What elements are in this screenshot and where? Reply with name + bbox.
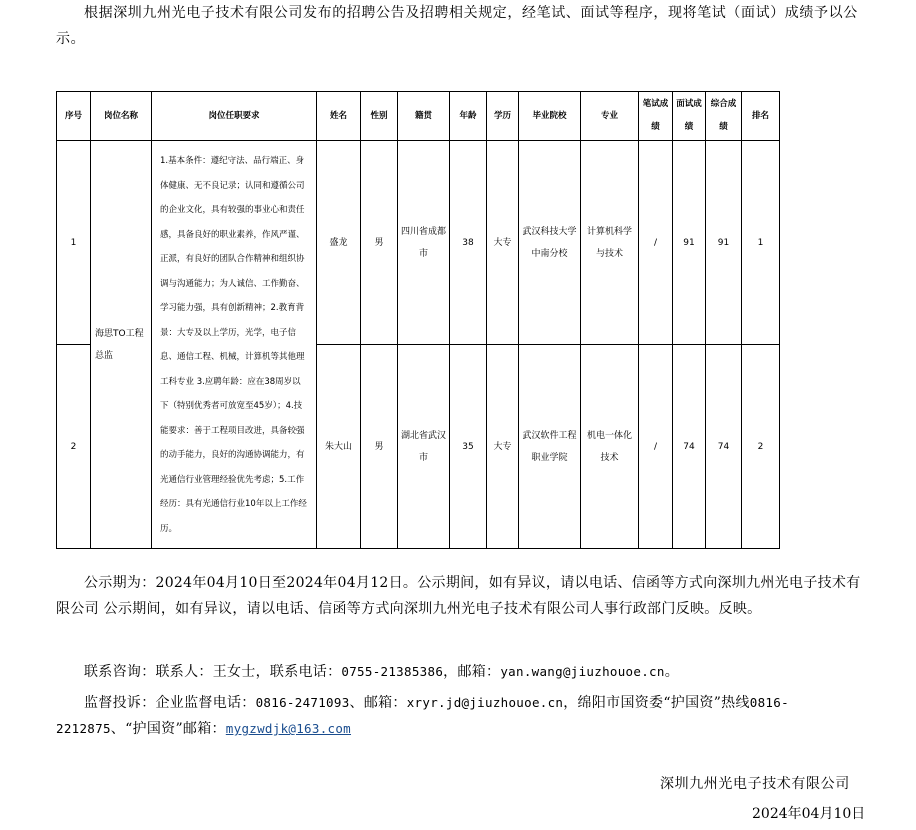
header-education: 学历 [487,92,519,141]
cell-native: 湖北省武汉市 [398,345,450,549]
complaint-phone: 0816-2471093 [255,695,350,710]
intro-paragraph: 根据深圳九州光电子技术有限公司发布的招聘公告及招聘相关规定，经笔试、面试等程序，现将笔试（面试）成绩予以公示。 [56,5,858,47]
footer-company: 深圳九州光电子技术有限公司 [660,776,850,792]
contact-phone: 0755-21385386 [341,664,444,679]
complaint-mail-label: 、邮箱： [349,695,407,711]
cell-no: 1 [57,141,91,345]
footer-date: 2024年04月10日 [752,806,866,822]
cell-age: 38 [450,141,487,345]
cell-rank: 1 [742,141,780,345]
contact-end: 。 [664,664,679,680]
cell-native: 四川省成都市 [398,141,450,345]
header-native: 籍贯 [398,92,450,141]
complaint-prefix: 监督投诉：企业监督电话： [84,695,256,711]
cell-name: 盛龙 [317,141,361,345]
cell-gender: 男 [361,345,398,549]
cell-education: 大专 [487,141,519,345]
cell-major: 机电一体化技术 [581,345,639,549]
cell-age: 35 [450,345,487,549]
cell-education: 大专 [487,345,519,549]
header-age: 年龄 [450,92,487,141]
cell-major: 计算机科学与技术 [581,141,639,345]
cell-name: 朱大山 [317,345,361,549]
cell-rank: 2 [742,345,780,549]
contact-email: yan.wang@jiuzhouoe.cn [500,664,665,679]
table-row [57,141,780,345]
cell-school: 武汉科技大学中南分校 [519,141,581,345]
cell-written: / [639,141,673,345]
hotline-email-link[interactable]: mygzwdjk@163.com [225,721,352,736]
header-position: 岗位名称 [91,92,152,141]
contact-prefix: 联系咨询：联系人：王女士，联系电话： [84,664,342,680]
contact-mail-label: ，邮箱： [443,664,501,680]
header-school: 毕业院校 [519,92,581,141]
table-header-row [57,92,780,141]
cell-school: 武汉软件工程职业学院 [519,345,581,549]
cell-no: 2 [57,345,91,549]
header-name: 姓名 [317,92,361,141]
notice-paragraph: 公示期为：2024年04月10日至2024年04月12日。公示期间，如有异议，请以电话、信函等方式向深圳九州光电子技术有限公司 公示期间，如有异议，请以电话、信函等方式向深圳九州光电子技术有限公司人事行政部门反映。反映。 [56,575,861,617]
hotline-phone: 0816-2212875 [56,695,789,736]
cell-requirements: 1.基本条件：遵纪守法、品行端正、身体健康、无不良记录；认同和遵循公司的企业文化，具有较强的事业心和责任感，具备良好的职业素养，作风严谨、正派，有良好的团队合作精神和组织协调与沟通能力；为人诚信、工作勤奋、学习能力强，具有创新精神；2.教育背景：大专及以上学历，光学，电子信息、通信工程、机械，计算机等其他理工科专业 3.应聘年龄：应在38周岁以下（特别优秀者可放宽至45岁）；4.技能要求：善于工程项目改进，具备较强的动手能力，良好的沟通协调能力，有光通信行业管理经验优先考虑；5.工作经历：具有光通信行业10年以上工作经历。 [152,141,317,549]
header-written: 笔试成绩 [639,92,673,141]
cell-total: 74 [706,345,742,549]
header-total: 综合成绩 [706,92,742,141]
cell-position: 海思TO工程总监 [91,141,152,549]
complaint-email: xryr.jd@jiuzhouoe.cn [406,695,564,710]
cell-total: 91 [706,141,742,345]
header-major: 专业 [581,92,639,141]
complaint-middle: ，绵阳市国资委“护国资”热线 [563,695,750,711]
header-gender: 性别 [361,92,398,141]
cell-interview: 74 [673,345,706,549]
header-no: 序号 [57,92,91,141]
results-table [56,91,780,549]
complaint-paragraph [56,690,866,742]
complaint-mail-label-2: 、“护国资”邮箱： [110,721,226,737]
header-requirements: 岗位任职要求 [152,92,317,141]
header-interview: 面试成绩 [673,92,706,141]
cell-written: / [639,345,673,549]
cell-gender: 男 [361,141,398,345]
contact-line [84,659,874,685]
header-rank: 排名 [742,92,780,141]
cell-interview: 91 [673,141,706,345]
